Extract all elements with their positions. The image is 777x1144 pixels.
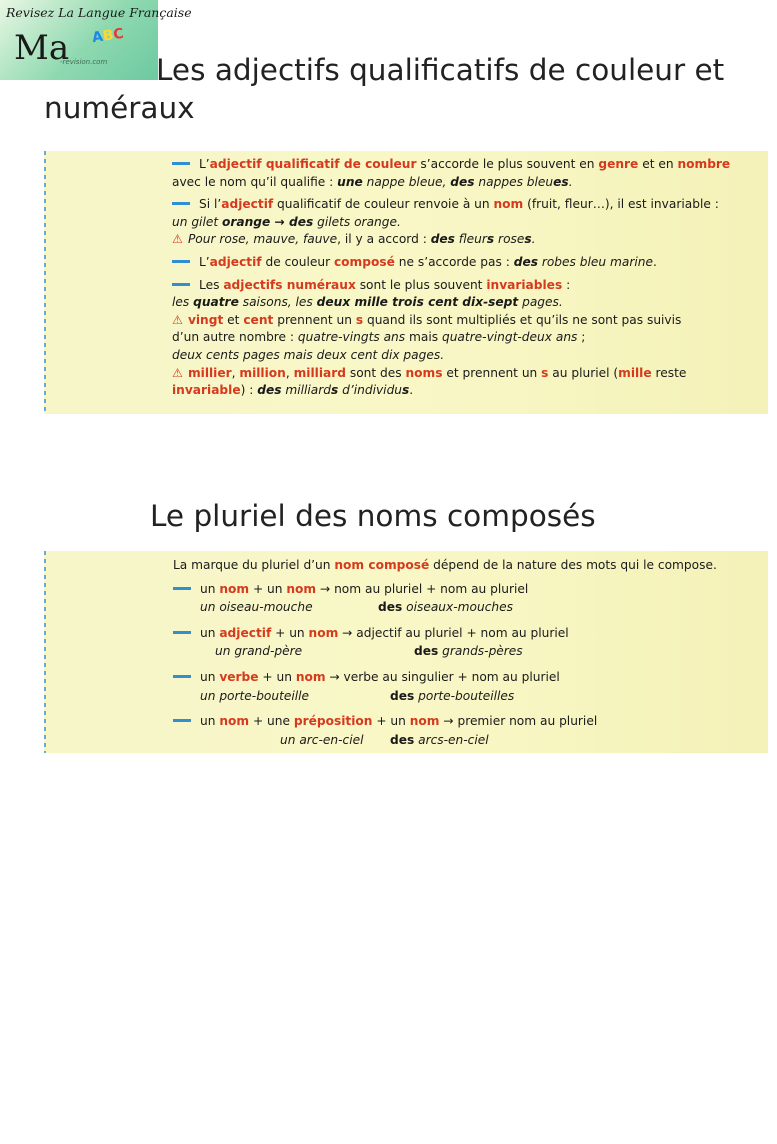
section-title-adjectifs: Les adjectifs qualificatifs de couleur et numéraux	[44, 53, 725, 125]
warning-triangle-icon: ⚠	[172, 365, 183, 380]
rule-numeraux: Les adjectifs numéraux sont le plus souvent invariables : les quatre saisons, les deux mille trois cent dix-sept pages.	[172, 277, 571, 310]
logo-site: -revision.com	[60, 58, 108, 66]
logo-tagline: Revisez La Langue Française	[6, 5, 192, 20]
section-title-noms-composes: Le pluriel des noms composés	[150, 499, 596, 533]
blue-dash-bullet-icon	[173, 719, 191, 722]
rule-verbe-nom: un verbe + un nom → verbe au singulier + nom au pluriel un porte-bouteille des porte-bouteilles	[173, 669, 762, 705]
rule-adjectif-nom: un adjectif + un nom → adjectif au pluriel + nom au pluriel un grand-père des grands-pères	[173, 625, 762, 661]
blue-dash-bullet-icon	[173, 631, 191, 634]
grammar-panel-adjectifs	[44, 151, 768, 414]
blue-dash-bullet-icon	[173, 587, 191, 590]
rule-couleur-compose: L’adjectif de couleur composé ne s’accorde pas : des robes bleu marine.	[172, 254, 762, 272]
rule-nom-nom: un nom + un nom → nom au pluriel + nom au pluriel un oiseau-mouche des oiseaux-mouches	[173, 581, 762, 617]
blue-dash-bullet-icon	[172, 162, 190, 165]
warning-triangle-icon: ⚠	[172, 232, 183, 247]
grammar-panel-noms-composes	[44, 551, 768, 753]
blue-dash-bullet-icon	[172, 283, 190, 286]
blue-dash-bullet-icon	[172, 202, 190, 205]
rule-couleur-accord: L’adjectif qualificatif de couleur s’accorde le plus souvent en genre et en nombre avec le nom qu’il qualifie : une nappe bleue, des nappes bleues.	[172, 157, 731, 189]
blue-dash-bullet-icon	[173, 675, 191, 678]
blue-dash-bullet-icon	[172, 260, 190, 263]
rule-nom-preposition-nom: un nom + une préposition + un nom → premier nom au pluriel un arc-en-ciel des arcs-en-ciel	[173, 713, 762, 749]
logo-abc-icon: ABC	[91, 25, 125, 47]
warning-rose-mauve: ⚠ Pour rose, mauve, fauve, il y a accord : des fleurs roses.	[172, 232, 536, 247]
intro-noms-composes: La marque du pluriel d’un nom composé dépend de la nature des mots qui le compose.	[173, 558, 717, 572]
warning-vingt-cent: ⚠ vingt et cent prennent un s quand ils sont multipliés et qu’ils ne sont pas suivis d’un autre nombre : quatre-vingts ans mais quatre-vingt-deux ans ; deux cents pages mais deux cent dix pages.	[172, 312, 682, 362]
warning-triangle-icon: ⚠	[172, 312, 183, 327]
rule-couleur-nom: Si l’adjectif qualificatif de couleur renvoie à un nom (fruit, fleur…), il est invariable : un gilet orange → des gilets orange.	[172, 197, 719, 229]
logo-mark: Ma	[14, 28, 70, 68]
warning-millier: ⚠ millier, million, milliard sont des noms et prennent un s au pluriel (mille reste invariable) : des milliards d’individus.	[172, 365, 687, 398]
